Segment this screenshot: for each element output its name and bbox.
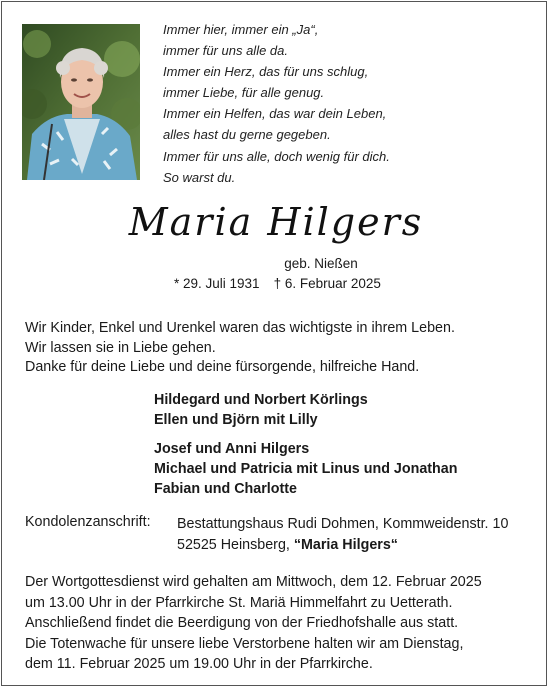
poem-line: So warst du. (163, 169, 236, 185)
condolence-label: Kondolenzanschrift: (25, 514, 151, 530)
portrait-photo (22, 24, 140, 180)
family-line: Hildegard und Norbert Körlings (154, 392, 368, 408)
poem-line: immer für uns alle da. (163, 43, 288, 59)
poem-line: Immer für uns alle, doch wenig für dich. (163, 148, 390, 164)
death-date: † 6. Februar 2025 (273, 276, 381, 291)
family-line: Fabian und Charlotte (154, 481, 297, 497)
condolence-reference: “Maria Hilgers“ (293, 536, 398, 553)
family-line: Michael und Patricia mit Linus und Jonathan (154, 461, 458, 477)
family-line: Ellen und Björn mit Lilly (154, 412, 318, 428)
poem-line: alles hast du gerne gegeben. (163, 127, 331, 143)
condolence-city: 52525 Heinsberg, (177, 536, 294, 553)
birth-date: * 29. Juli 1931 (174, 276, 260, 291)
service-line: Anschließend findet die Beerdigung von der Friedhofshalle aus statt. (25, 615, 459, 631)
service-line: Der Wortgottesdienst wird gehalten am Mittwoch, dem 12. Februar 2025 (25, 574, 482, 590)
poem-line: Immer ein Herz, das für uns schlug, (163, 64, 369, 80)
service-line: Die Totenwache für unsere liebe Verstorbene halten wir am Dienstag, (25, 635, 464, 652)
intro-text (25, 319, 455, 378)
poem-line: Immer hier, immer ein „Ja“, (163, 22, 319, 37)
obituary-card (1, 1, 547, 686)
intro-line: Wir lassen sie in Liebe gehen. (25, 339, 216, 356)
family-group-2 (154, 439, 457, 499)
family-line: Josef und Anni Hilgers (154, 441, 310, 457)
poem-line: Immer ein Helfen, das war dein Leben, (163, 106, 387, 122)
service-line: um 13.00 Uhr in der Pfarrkirche St. Mariä Himmelfahrt zu Uetterath. (25, 594, 453, 611)
life-dates (174, 276, 395, 291)
birth-name: geb. Nießen (284, 256, 358, 271)
service-line: dem 11. Februar 2025 um 19.00 Uhr in der Pfarrkirche. (25, 656, 373, 672)
service-text (25, 572, 482, 675)
intro-line: Danke für deine Liebe und deine fürsorgende, hilfreiche Hand. (25, 359, 420, 375)
poem (163, 19, 390, 188)
poem-line: immer Liebe, für alle genug. (163, 85, 325, 101)
deceased-name: Maria Hilgers (128, 200, 424, 244)
condolence-line-1: Bestattungshaus Rudi Dohmen, Kommweidenstr. 10 (177, 516, 509, 532)
intro-line: Wir Kinder, Enkel und Urenkel waren das wichtigste in ihrem Leben. (25, 320, 455, 336)
condolence-address (177, 514, 508, 555)
family-group-1 (154, 390, 368, 430)
condolence-line-2 (177, 535, 508, 556)
